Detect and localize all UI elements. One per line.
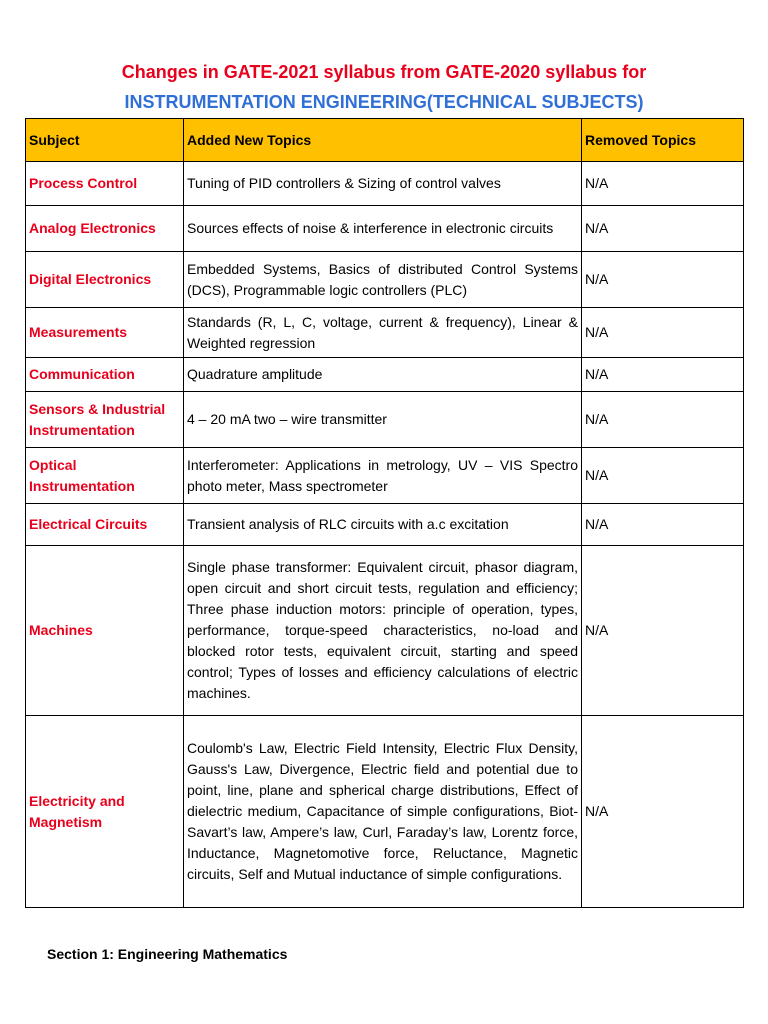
syllabus-changes-table bbox=[25, 118, 744, 908]
removed-topics-cell: N/A bbox=[582, 504, 744, 546]
table-row bbox=[26, 206, 744, 252]
table-row bbox=[26, 716, 744, 908]
removed-topics-cell: N/A bbox=[582, 392, 744, 448]
subject-cell: Sensors & Industrial Instrumentation bbox=[26, 392, 184, 448]
page-title-line1: Changes in GATE-2021 syllabus from GATE-2020 syllabus for bbox=[121, 62, 647, 82]
table-row bbox=[26, 252, 744, 308]
table-row bbox=[26, 448, 744, 504]
subject-cell: Communication bbox=[26, 358, 184, 392]
subject-cell: Machines bbox=[26, 546, 184, 716]
added-topics-cell: Embedded Systems, Basics of distributed Control Systems (DCS), Programmable logic controllers (PLC) bbox=[184, 252, 582, 308]
removed-topics-cell: N/A bbox=[582, 206, 744, 252]
page-title-line2: INSTRUMENTATION ENGINEERING(TECHNICAL SUBJECTS) bbox=[124, 92, 644, 112]
added-topics-cell: Standards (R, L, C, voltage, current & frequency), Linear & Weighted regression bbox=[184, 308, 582, 358]
table-row bbox=[26, 392, 744, 448]
table-row bbox=[26, 546, 744, 716]
table-row bbox=[26, 358, 744, 392]
header-subject: Subject bbox=[26, 119, 184, 162]
subject-cell: Electricity and Magnetism bbox=[26, 716, 184, 908]
subject-cell: Analog Electronics bbox=[26, 206, 184, 252]
table-row bbox=[26, 308, 744, 358]
removed-topics-cell: N/A bbox=[582, 716, 744, 908]
removed-topics-cell: N/A bbox=[582, 448, 744, 504]
header-removed-topics: Removed Topics bbox=[582, 119, 744, 162]
removed-topics-cell: N/A bbox=[582, 252, 744, 308]
subject-cell: Process Control bbox=[26, 162, 184, 206]
added-topics-cell: Quadrature amplitude bbox=[184, 358, 582, 392]
subject-cell: Digital Electronics bbox=[26, 252, 184, 308]
header-added-topics: Added New Topics bbox=[184, 119, 582, 162]
removed-topics-cell: N/A bbox=[582, 358, 744, 392]
subject-cell: Measurements bbox=[26, 308, 184, 358]
table-header-row bbox=[26, 119, 744, 162]
added-topics-cell: Interferometer: Applications in metrology, UV – VIS Spectro photo meter, Mass spectrometer bbox=[184, 448, 582, 504]
added-topics-cell: Single phase transformer: Equivalent circuit, phasor diagram, open circuit and short circuit tests, regulation and efficiency; Three phase induction motors: principle of operation, types, performance, torque-speed characteristics, no-load and blocked rotor tests, equivalent circuit, starting and speed control; Types of losses and efficiency calculations of electric machines. bbox=[184, 546, 582, 716]
added-topics-cell: Transient analysis of RLC circuits with a.c excitation bbox=[184, 504, 582, 546]
added-topics-cell: Sources effects of noise & interference in electronic circuits bbox=[184, 206, 582, 252]
subject-cell: Electrical Circuits bbox=[26, 504, 184, 546]
added-topics-cell: Tuning of PID controllers & Sizing of control valves bbox=[184, 162, 582, 206]
table-row bbox=[26, 504, 744, 546]
removed-topics-cell: N/A bbox=[582, 546, 744, 716]
section-heading: Section 1: Engineering Mathematics bbox=[47, 946, 288, 962]
table-row bbox=[26, 162, 744, 206]
removed-topics-cell: N/A bbox=[582, 162, 744, 206]
added-topics-cell: 4 – 20 mA two – wire transmitter bbox=[184, 392, 582, 448]
removed-topics-cell: N/A bbox=[582, 308, 744, 358]
subject-cell: Optical Instrumentation bbox=[26, 448, 184, 504]
added-topics-cell: Coulomb's Law, Electric Field Intensity, Electric Flux Density, Gauss's Law, Divergence, Electric field and potential due to point, line, plane and spherical charge distributions, Effect of dielectric medium, Capacitance of simple configurations, Biot-Savart’s law, Ampere’s law, Curl, Faraday’s law, Lorentz force, Inductance, Magnetomotive force, Reluctance, Magnetic circuits, Self and Mutual inductance of simple configurations. bbox=[184, 716, 582, 908]
